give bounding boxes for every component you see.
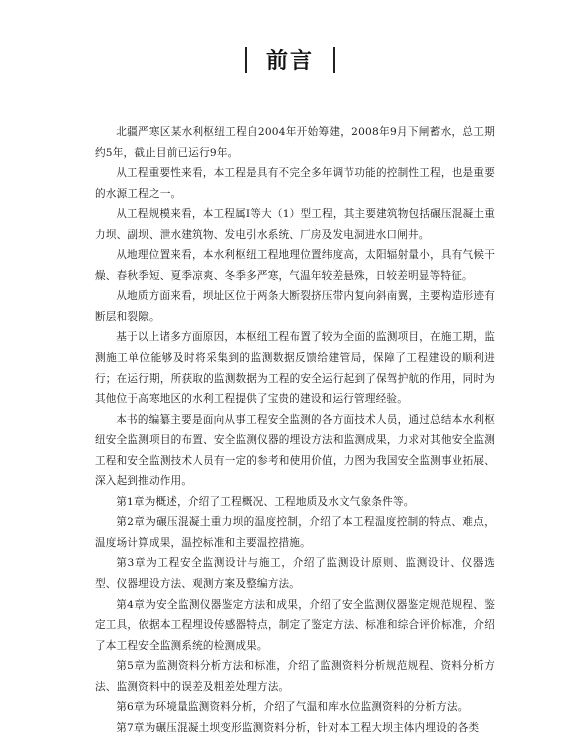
paragraph-chapter-5: 第5章为监测资料分析方法和标准，介绍了监测资料分析规范规程、资料分析方法、监测资料中的误差及粗差处理方法。 [95,660,495,693]
page-title: 前言 [265,49,314,74]
preface-heading [0,44,580,75]
paragraph-purpose: 本书的编纂主要是面向从事工程安全监测的各方面技术人员，通过总结本水利枢纽安全监测项目的布置、安全监测仪器的埋设方法和监测成果，力求对其他安全监测工程和安全监测技术人员有一定的参考和使用价值，力图为我国安全监测事业拓展、深入起到推动作用。 [95,413,495,488]
title-left-bar [245,47,247,73]
paragraph-scale: 从工程规模来看，本工程属Ⅰ等大（1）型工程，其主要建筑物包括碾压混凝土重力坝、副坝、泄水建筑物、发电引水系统、厂房及发电洞进水口闸井。 [95,208,495,241]
paragraph-chapter-3: 第3章为工程安全监测设计与施工，介绍了监测设计原则、监测设计、仪器选型、仪器埋设方法、观测方案及整编方法。 [95,557,495,591]
paragraph-chapter-7: 第7章为碾压混凝土坝变形监测资料分析，针对本工程大坝主体内埋设的各类 [116,721,480,734]
paragraph-geology: 从地质方面来看，坝址区位于两条大断裂挤压带内复向斜南翼，主要构造形迹有断层和裂隙。 [95,290,495,323]
paragraph-importance: 从工程重要性来看，本工程是具有不完全多年调节功能的控制性工程，也是重要的水源工程之一。 [95,167,495,200]
preface-body [95,122,495,738]
paragraph-chapter-4: 第4章为安全监测仪器鉴定方法和成果，介绍了安全监测仪器鉴定规范规程、鉴定工具，依据本工程埋设传感器特点，制定了鉴定方法、标准和综合评价标准，介绍了本工程安全监测系统的检测成果。 [95,598,495,652]
paragraph-geography: 从地理位置来看，本水利枢纽工程地理位置纬度高，太阳辐射量小，具有气候干燥、春秋季短、夏季凉爽、冬季多严寒，气温年较差悬殊，日较差明显等特征。 [95,249,495,282]
paragraph-monitoring: 基于以上诸多方面原因，本枢纽工程布置了较为全面的监测项目，在施工期，监测施工单位能够及时将采集到的监测数据反馈给建管局，保障了工程建设的顺利进行；在运行期，所获取的监测数据为工程的安全运行起到了保驾护航的作用，同时为其他位于高寒地区的水利工程提供了宝贵的建设和运行管理经验。 [95,331,495,406]
paragraph-intro: 北疆严寒区某水利枢纽工程自2004年开始筹建，2008年9月下闸蓄水，总工期约5年，截止目前已运行9年。 [95,126,495,159]
title-right-bar [333,47,335,73]
paragraph-chapter-1: 第1章为概述，介绍了工程概况、工程地质及水文气象条件等。 [116,495,415,508]
paragraph-chapter-6: 第6章为环境量监测资料分析，介绍了气温和库水位监测资料的分析方法。 [116,701,469,714]
paragraph-chapter-2: 第2章为碾压混凝土重力坝的温度控制，介绍了本工程温度控制的特点、难点，温度场计算成果，温控标准和主要温控措施。 [95,516,495,549]
